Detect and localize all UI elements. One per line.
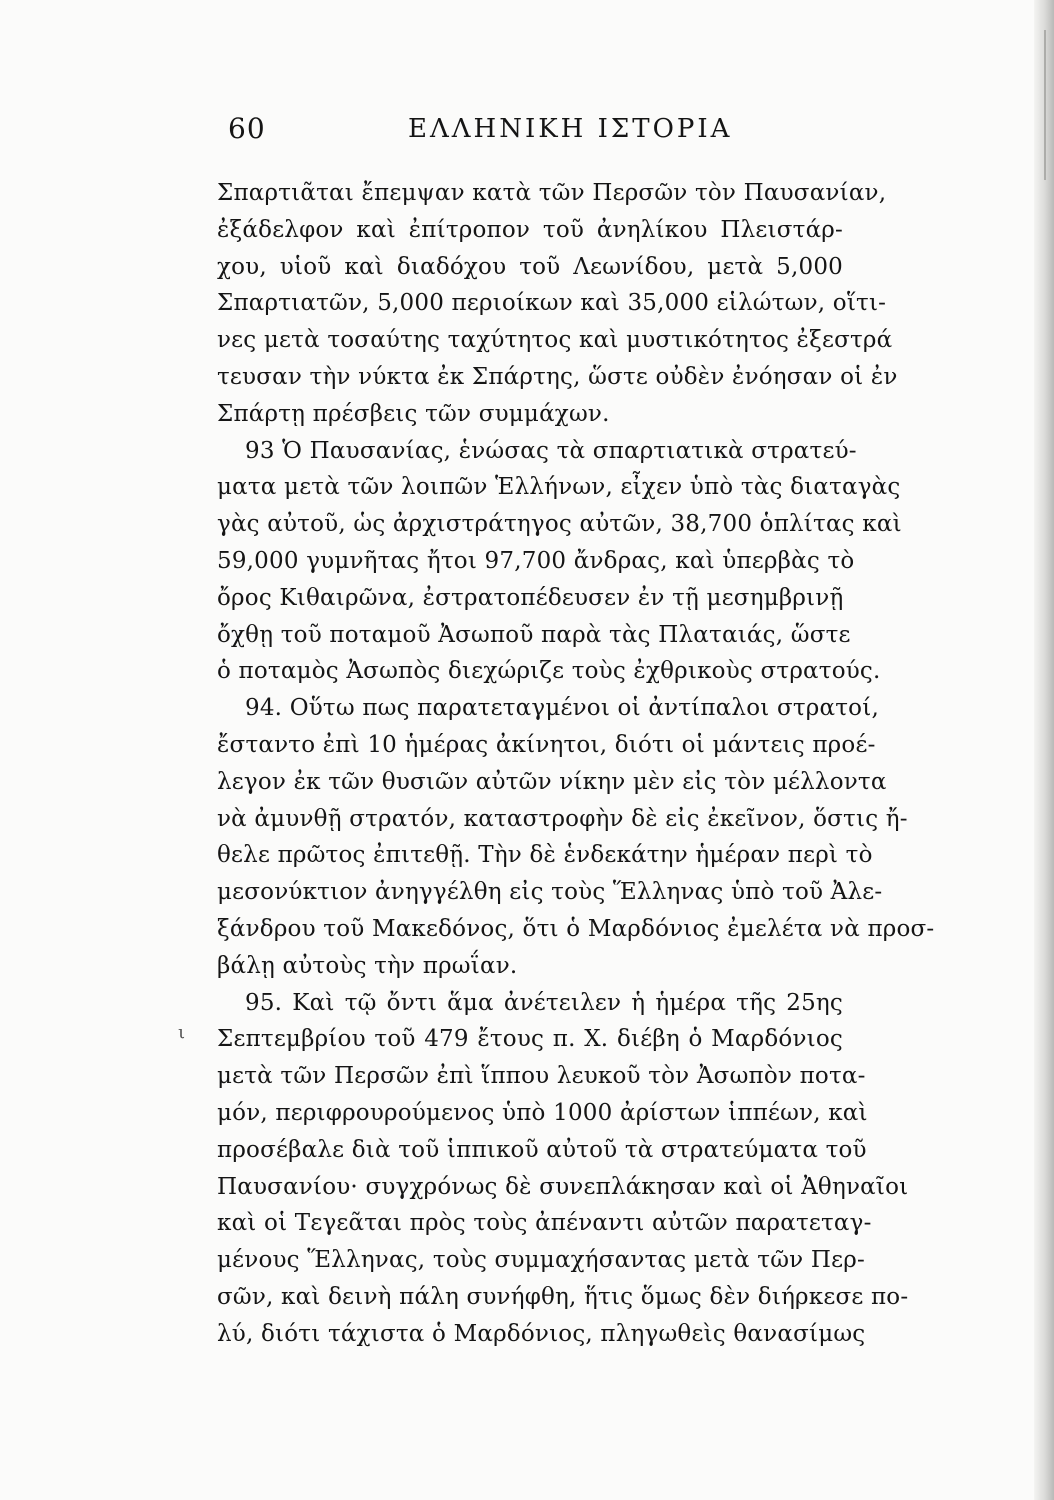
text-line: μετὰ τῶν Περσῶν ἐπὶ ἵππου λευκοῦ τὸν Ἀσωπὸν ποτα- — [217, 1063, 866, 1090]
text-line: ὄχθῃ τοῦ ποταμοῦ Ἀσωποῦ παρὰ τὰς Πλαταιάς, ὥστε — [217, 621, 851, 648]
text-line: βάλῃ αὐτοὺς τὴν πρωΐαν. — [217, 952, 518, 979]
text-line: χου, υἱοῦ καὶ διαδόχου τοῦ Λεωνίδου, μετὰ 5,000 — [217, 253, 843, 280]
text-line: προσέβαλε διὰ τοῦ ἱππικοῦ αὐτοῦ τὰ στρατεύματα τοῦ — [217, 1136, 867, 1163]
text-line: καὶ οἱ Τεγεᾶται πρὸς τοὺς ἀπέναντι αὐτῶν παρατεταγ- — [217, 1210, 872, 1237]
text-line: νες μετὰ τοσαύτης ταχύτητος καὶ μυστικότητος ἐξεστρά — [217, 327, 893, 354]
text-line: ὄρος Κιθαιρῶνα, ἐστρατοπέδευσεν ἐν τῇ μεσημβρινῇ — [217, 584, 844, 611]
page-edge-shadow — [1034, 0, 1054, 1500]
page-header — [228, 112, 828, 152]
text-line: ξάνδρου τοῦ Μακεδόνος, ὅτι ὁ Μαρδόνιος ἐμελέτα νὰ προσ- — [217, 915, 935, 942]
text-line: λύ, διότι τάχιστα ὁ Μαρδόνιος, πληγωθεὶς θανασίμως — [217, 1320, 866, 1347]
text-line: τευσαν τὴν νύκτα ἐκ Σπάρτης, ὥστε οὐδὲν ἐνόησαν οἱ ἐν — [217, 363, 898, 390]
text-line: ματα μετὰ τῶν λοιπῶν Ἑλλήνων, εἶχεν ὑπὸ τὰς διαταγὰς — [217, 474, 901, 501]
text-line: 95. Καὶ τῷ ὄντι ἅμα ἀνέτειλεν ἡ ἡμέρα τῆς 25ης — [245, 989, 843, 1016]
text-line: Σπαρτιᾶται ἔπεμψαν κατὰ τῶν Περσῶν τὸν Παυσανίαν, — [217, 180, 887, 206]
text-line: νὰ ἀμυνθῇ στρατόν, καταστροφὴν δὲ εἰς ἐκεῖνον, ὅστις ἤ- — [217, 805, 908, 832]
text-line: 59,000 γυμνῆτας ἤτοι 97,700 ἄνδρας, καὶ ὑπερβὰς τὸ — [217, 547, 855, 574]
text-line: σῶν, καὶ δεινὴ πάλη συνήφθη, ἥτις ὅμως δὲν διήρκεσε πο- — [217, 1283, 909, 1310]
text-line: μεσονύκτιον ἀνηγγέλθη εἰς τοὺς Ἕλληνας ὑπὸ τοῦ Ἀλε- — [217, 879, 883, 906]
text-line: γὰς αὐτοῦ, ὡς ἀρχιστράτηγος αὐτῶν, 38,700 ὁπλίτας καὶ — [217, 511, 902, 538]
text-line: Σεπτεμβρίου τοῦ 479 ἔτους π. Χ. διέβη ὁ Μαρδόνιος — [217, 1026, 843, 1053]
text-line: μένους Ἕλληνας, τοὺς συμμαχήσαντας μετὰ τῶν Περ- — [217, 1247, 865, 1274]
text-line: 94. Οὕτω πως παρατεταγμένοι οἱ ἀντίπαλοι στρατοί, — [245, 695, 879, 722]
page-number: 60 — [228, 112, 266, 145]
text-line: ἐξάδελφον καὶ ἐπίτροπον τοῦ ἀνηλίκου Πλειστάρ- — [217, 216, 843, 243]
margin-mark: ι — [178, 1022, 186, 1043]
text-line: Παυσανίου· συγχρόνως δὲ συνεπλάκησαν καὶ οἱ Ἀθηναῖοι — [217, 1173, 909, 1200]
text-line: μόν, περιφρουρούμενος ὑπὸ 1000 ἀρίστων ἱππέων, καὶ — [217, 1099, 868, 1126]
running-title: ΕΛΛΗΝΙΚΗ ΙΣΤΟΡΙΑ — [408, 114, 733, 144]
text-line: ὁ ποταμὸς Ἀσωπὸς διεχώριζε τοὺς ἐχθρικοὺς στρατούς. — [217, 658, 881, 685]
text-line: λεγον ἐκ τῶν θυσιῶν αὐτῶν νίκην μὲν εἰς τὸν μέλλοντα — [217, 768, 887, 795]
text-line: 93 Ὁ Παυσανίας, ἑνώσας τὰ σπαρτιατικὰ στρατεύ- — [245, 437, 857, 464]
text-line: Σπάρτῃ πρέσβεις τῶν συμμάχων. — [217, 400, 610, 427]
text-line: Σπαρτιατῶν, 5,000 περιοίκων καὶ 35,000 εἱλώτων, οἵτι- — [217, 290, 887, 317]
body-text — [217, 175, 935, 1353]
text-line: θελε πρῶτος ἐπιτεθῇ. Τὴν δὲ ἑνδεκάτην ἡμέραν περὶ τὸ — [217, 842, 873, 869]
text-line: ἔσταντο ἐπὶ 10 ἡμέρας ἀκίνητοι, διότι οἱ μάντεις προέ- — [217, 731, 876, 758]
page-edge-line — [1044, 30, 1046, 180]
